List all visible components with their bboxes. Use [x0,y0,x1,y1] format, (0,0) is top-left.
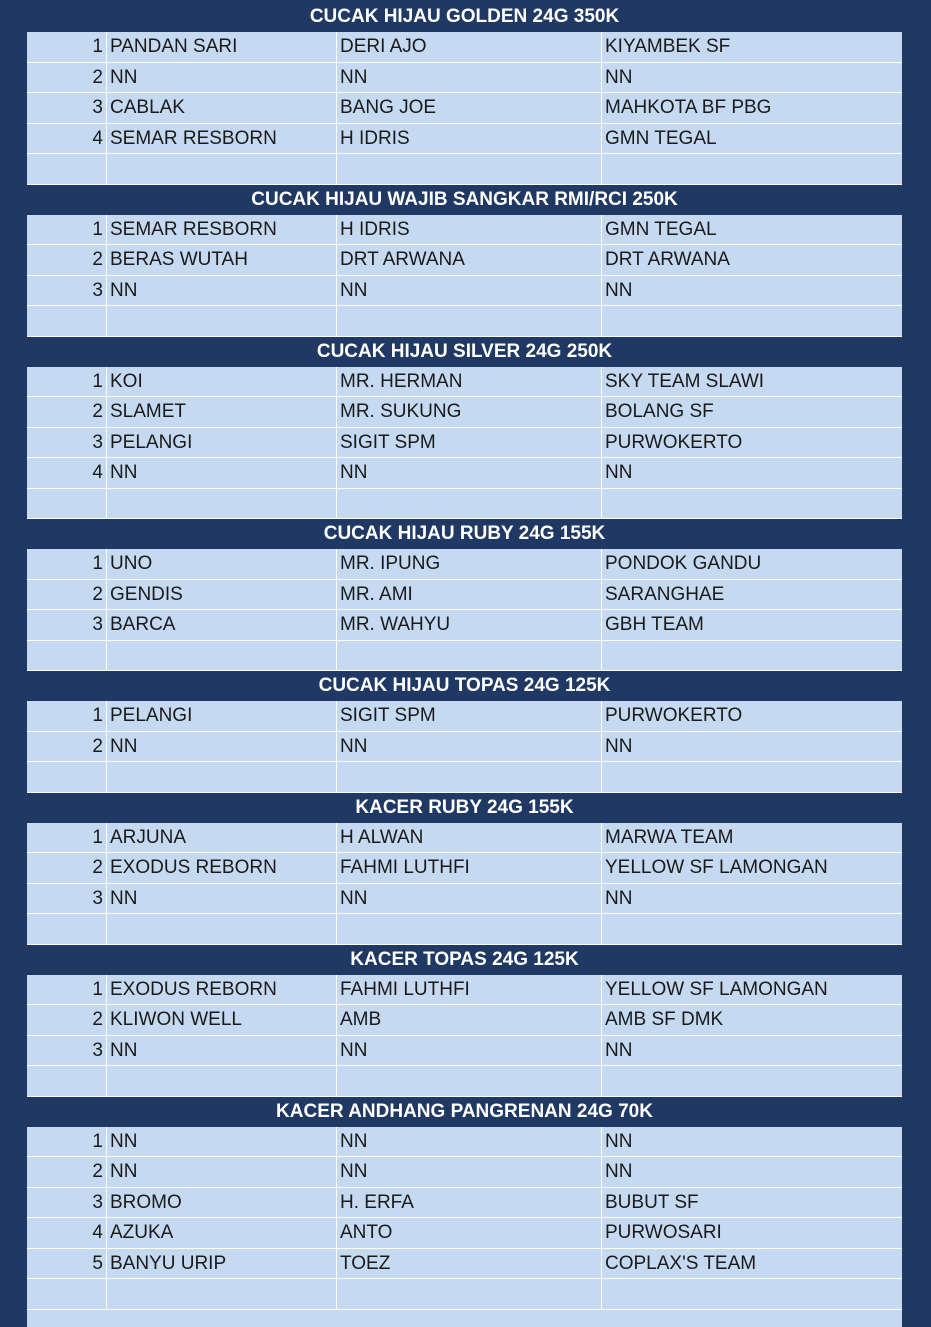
class-section [27,945,902,1097]
result-row [27,458,902,489]
result-rows [27,701,902,793]
team-cell: KIYAMBEK SF [605,36,731,57]
team-cell: GMN TEGAL [605,218,717,240]
result-row [27,1066,902,1097]
team-cell: PURWOKERTO [605,705,743,726]
owner-cell: DRT ARWANA [337,245,602,275]
bird-name-cell: NN [107,63,337,93]
result-row [27,1036,902,1067]
bird-name-cell: KOI [107,367,337,397]
owner-cell [337,641,602,671]
result-row [27,914,902,945]
owner-cell: NN [337,276,602,306]
rank-cell [27,1066,107,1096]
result-row [27,367,902,398]
bird-name-cell: BERAS WUTAH [107,245,337,275]
owner-cell: H IDRIS [337,124,602,154]
bird-name-cell: NN [107,1127,337,1157]
owner-cell: NN [337,458,602,488]
bird-name-cell: PANDAN SARI [107,32,337,62]
team-cell [602,489,902,519]
result-row [27,215,902,246]
rank-cell: 2 [27,1157,107,1187]
rank-cell: 4 [27,124,107,154]
owner-cell [337,914,602,944]
bird-name-cell: ARJUNA [107,823,337,853]
rank-cell: 4 [27,458,107,488]
team-cell: NN [605,462,633,483]
class-section [27,519,902,671]
class-section [27,793,902,945]
bird-name-cell: CABLAK [107,93,337,123]
owner-cell: TOEZ [337,1249,602,1279]
team-cell: NN [605,66,633,88]
result-row [27,32,902,63]
rank-cell: 3 [27,93,107,123]
result-row [27,549,902,580]
class-section [27,185,902,337]
owner-cell: ANTO [337,1218,602,1248]
rank-cell: 2 [27,63,107,93]
result-row [27,580,902,611]
owner-cell: MR. WAHYU [337,610,602,640]
bird-name-cell [107,306,337,336]
team-cell: YELLOW SF LAMONGAN [605,857,828,878]
bird-name-cell: SEMAR RESBORN [107,124,337,154]
team-cell [602,641,902,671]
team-cell: NN [605,1161,633,1182]
class-title: CUCAK HIJAU RUBY 24G 155K [27,519,902,549]
bird-name-cell: PELANGI [107,428,337,458]
bird-name-cell: UNO [107,549,337,579]
class-title: KACER ANDHANG PANGRENAN 24G 70K [27,1097,902,1127]
team-cell: YELLOW SF LAMONGAN [605,978,828,1000]
team-cell: NN [605,279,633,301]
owner-cell [337,1066,602,1096]
rank-cell: 2 [27,245,107,275]
owner-cell: DERI AJO [337,32,602,62]
team-cell: BOLANG SF [605,401,714,422]
team-cell [602,914,902,944]
result-row [27,853,902,884]
class-title: KACER RUBY 24G 155K [27,793,902,823]
rank-cell: 3 [27,428,107,458]
owner-cell: FAHMI LUTHFI [337,853,602,883]
result-row [27,732,902,763]
class-section [27,1097,902,1310]
rank-cell [27,489,107,519]
owner-cell: BANG JOE [337,93,602,123]
result-rows [27,549,902,671]
rank-cell: 1 [27,367,107,397]
rank-cell: 2 [27,580,107,610]
bird-name-cell: GENDIS [107,580,337,610]
owner-cell: H ALWAN [337,823,602,853]
result-row [27,397,902,428]
rank-cell: 1 [27,975,107,1005]
owner-cell [337,154,602,184]
bird-name-cell: BANYU URIP [107,1249,337,1279]
result-row [27,124,902,155]
result-row [27,762,902,793]
result-row [27,306,902,337]
team-cell: AMB SF DMK [605,1009,724,1030]
result-row [27,610,902,641]
bird-name-cell: PELANGI [107,701,337,731]
result-row [27,276,902,307]
result-rows [27,1127,902,1310]
rank-cell: 3 [27,1036,107,1066]
bird-name-cell: NN [107,458,337,488]
team-cell [602,1066,902,1096]
bird-name-cell: BROMO [107,1188,337,1218]
rank-cell [27,306,107,336]
team-cell [602,306,902,336]
class-title: CUCAK HIJAU WAJIB SANGKAR RMI/RCI 250K [27,185,902,215]
result-rows [27,367,902,520]
owner-cell: NN [337,1036,602,1066]
result-rows [27,823,902,945]
result-row [27,1279,902,1310]
bird-name-cell: EXODUS REBORN [107,975,337,1005]
result-rows [27,215,902,337]
result-rows [27,32,902,185]
owner-cell: NN [337,1127,602,1157]
bird-name-cell: NN [107,732,337,762]
rank-cell [27,641,107,671]
rank-cell: 2 [27,853,107,883]
owner-cell [337,306,602,336]
result-row [27,1249,902,1280]
rank-cell: 1 [27,32,107,62]
rank-cell: 4 [27,1218,107,1248]
bird-name-cell: KLIWON WELL [107,1005,337,1035]
team-cell: SARANGHAE [605,583,725,605]
results-sheet [27,2,902,1327]
rank-cell [27,154,107,184]
class-title: CUCAK HIJAU SILVER 24G 250K [27,337,902,367]
team-cell: BUBUT SF [605,1191,699,1213]
rank-cell: 2 [27,397,107,427]
result-row [27,1157,902,1188]
bird-name-cell: NN [107,884,337,914]
class-title: CUCAK HIJAU GOLDEN 24G 350K [27,2,902,32]
owner-cell: MR. SUKUNG [337,397,602,427]
result-row [27,641,902,672]
rank-cell: 3 [27,1188,107,1218]
result-row [27,701,902,732]
class-title: CUCAK HIJAU TOPAS 24G 125K [27,671,902,701]
result-row [27,1127,902,1158]
class-section [27,671,902,793]
owner-cell: MR. AMI [337,580,602,610]
rank-cell [27,914,107,944]
bird-name-cell: SEMAR RESBORN [107,215,337,245]
rank-cell: 3 [27,276,107,306]
owner-cell: NN [337,1157,602,1187]
owner-cell: AMB [337,1005,602,1035]
result-row [27,428,902,459]
owner-cell: FAHMI LUTHFI [337,975,602,1005]
owner-cell: SIGIT SPM [337,701,602,731]
team-cell: DRT ARWANA [605,249,730,270]
result-row [27,975,902,1006]
bird-name-cell [107,914,337,944]
rank-cell: 1 [27,1127,107,1157]
team-cell: NN [605,1039,633,1061]
owner-cell: NN [337,63,602,93]
rank-cell: 2 [27,1005,107,1035]
team-cell [602,154,902,184]
team-cell: PURWOKERTO [605,431,743,453]
team-cell: NN [605,1130,633,1152]
result-rows [27,975,902,1097]
team-cell: PONDOK GANDU [605,553,762,574]
team-cell: COPLAX'S TEAM [605,1252,757,1274]
owner-cell: MR. HERMAN [337,367,602,397]
bird-name-cell [107,762,337,792]
team-cell: SKY TEAM SLAWI [605,370,765,392]
bird-name-cell [107,641,337,671]
owner-cell: MR. IPUNG [337,549,602,579]
owner-cell [337,1279,602,1309]
result-row [27,245,902,276]
result-row [27,884,902,915]
class-title: KACER TOPAS 24G 125K [27,945,902,975]
rank-cell: 2 [27,732,107,762]
owner-cell: H IDRIS [337,215,602,245]
team-cell: NN [605,735,633,757]
bird-name-cell [107,489,337,519]
bird-name-cell: BARCA [107,610,337,640]
result-row [27,489,902,520]
team-cell: NN [605,887,633,909]
result-row [27,93,902,124]
owner-cell: NN [337,732,602,762]
bird-name-cell [107,1066,337,1096]
bird-name-cell: EXODUS REBORN [107,853,337,883]
bird-name-cell: NN [107,1157,337,1187]
result-row [27,1005,902,1036]
team-cell: MARWA TEAM [605,826,734,848]
result-row [27,63,902,94]
rank-cell [27,762,107,792]
bird-name-cell: NN [107,1036,337,1066]
team-cell: PURWOSARI [605,1222,722,1243]
result-row [27,1188,902,1219]
result-row [27,154,902,185]
bird-name-cell: NN [107,276,337,306]
rank-cell: 3 [27,610,107,640]
owner-cell: SIGIT SPM [337,428,602,458]
class-section [27,337,902,520]
rank-cell [27,1279,107,1309]
team-cell: GBH TEAM [605,614,704,635]
team-cell [602,1279,902,1309]
class-section [27,2,902,185]
team-cell [602,762,902,792]
rank-cell: 1 [27,215,107,245]
bird-name-cell [107,1279,337,1309]
bird-name-cell [107,154,337,184]
owner-cell [337,489,602,519]
bird-name-cell: AZUKA [107,1218,337,1248]
owner-cell: NN [337,884,602,914]
owner-cell [337,762,602,792]
rank-cell: 1 [27,549,107,579]
result-row [27,823,902,854]
rank-cell: 3 [27,884,107,914]
team-cell: GMN TEGAL [605,127,717,149]
team-cell: MAHKOTA BF PBG [605,97,772,118]
result-row [27,1218,902,1249]
owner-cell: H. ERFA [337,1188,602,1218]
bird-name-cell: SLAMET [107,397,337,427]
rank-cell: 5 [27,1249,107,1279]
rank-cell: 1 [27,823,107,853]
rank-cell: 1 [27,701,107,731]
